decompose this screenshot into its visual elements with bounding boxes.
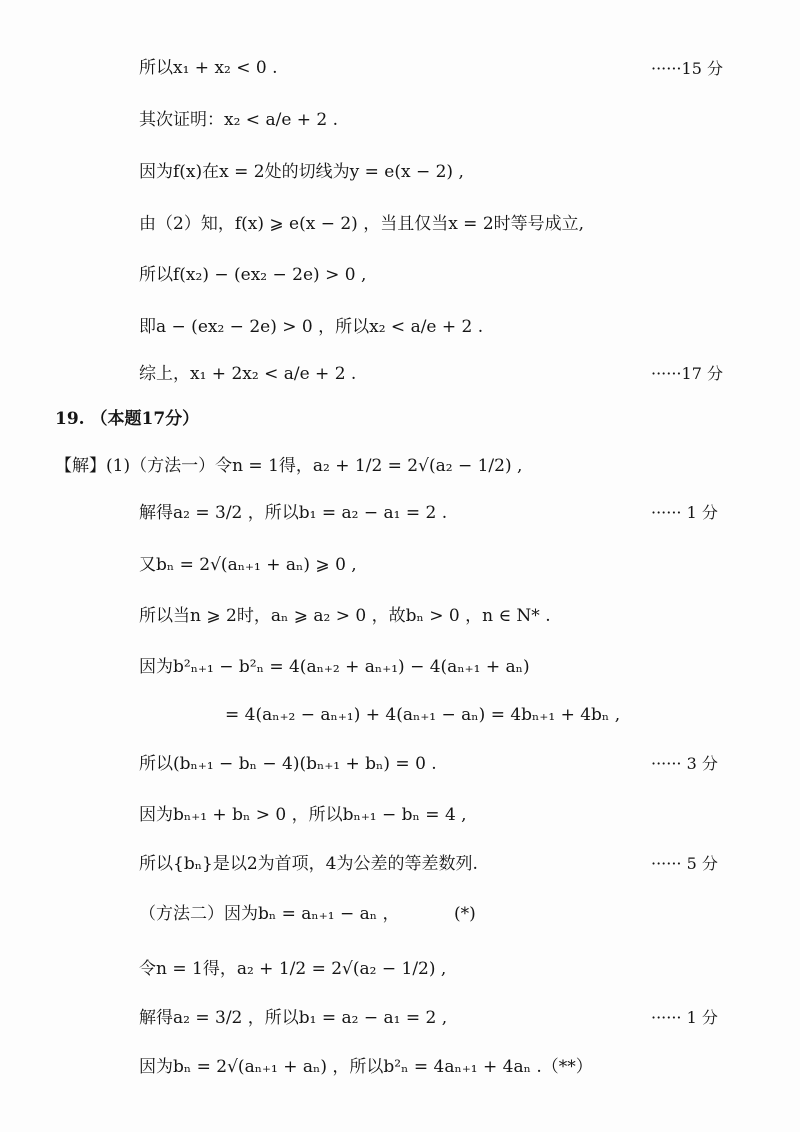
line-bn-squared: 因为bₙ = 2√(aₙ₊₁ + aₙ) ，所以b²ₙ = 4aₙ₊₁ + 4aₙ .（**） (139, 1057, 593, 1077)
line-method-two-b1: 解得a₂ = 3/2 ，所以b₁ = a₂ − a₁ = 2 , (139, 1008, 448, 1028)
marker-single-star: (*) (454, 904, 476, 924)
line-tangent: 因为f(x)在x = 2处的切线为y = e(x − 2) , (139, 162, 464, 182)
line-expanded-difference: = 4(aₙ₊₂ − aₙ₊₁) + 4(aₙ₊₁ − aₙ) = 4bₙ₊₁ + 4bₙ , (225, 705, 621, 725)
score-15: ······15 分 (651, 59, 723, 78)
line-prove-x2: 其次证明：x₂ < a/e + 2 . (139, 110, 339, 130)
line-arithmetic-sequence: 所以{bₙ}是以2为首项，4为公差的等差数列. (139, 854, 478, 874)
score-3: ······ 3 分 (651, 754, 718, 773)
line-sum-negative: 所以x₁ + x₂ < 0 . (139, 58, 278, 78)
score-5: ······ 5 分 (651, 854, 718, 873)
line-therefore-x2: 即a − (ex₂ − 2e) > 0 ，所以x₂ < a/e + 2 . (139, 317, 484, 337)
score-17: ······17 分 (651, 364, 723, 383)
line-inequality: 由（2）知，f(x) ⩾ e(x − 2) ，当且仅当x = 2时等号成立, (139, 214, 585, 234)
line-bn-definition: 又bₙ = 2√(aₙ₊₁ + aₙ) ⩾ 0 , (139, 555, 357, 575)
line-bn-positive: 所以当n ⩾ 2时，aₙ ⩾ a₂ > 0 ，故bₙ > 0 ，n ∈ N* . (139, 606, 551, 626)
line-a2-b1: 解得a₂ = 3/2 ，所以b₁ = a₂ − a₁ = 2 . (139, 503, 448, 523)
line-factored-equation: 所以(bₙ₊₁ − bₙ − 4)(bₙ₊₁ + bₙ) = 0 . (139, 754, 437, 774)
line-method-two: （方法二）因为bₙ = aₙ₊₁ − aₙ ， (139, 904, 400, 924)
line-summary: 综上，x₁ + 2x₂ < a/e + 2 . (139, 364, 357, 384)
line-difference-four: 因为bₙ₊₁ + bₙ > 0 ，所以bₙ₊₁ − bₙ = 4 , (139, 805, 467, 825)
line-method-two-n1: 令n = 1得，a₂ + 1/2 = 2√(a₂ − 1/2) , (139, 959, 447, 979)
score-1-second: ······ 1 分 (651, 1008, 718, 1027)
line-fx2: 所以f(x₂) − (ex₂ − 2e) > 0 , (139, 265, 367, 285)
question-19-title: 19. （本题17分） (55, 409, 200, 429)
line-square-difference: 因为b²ₙ₊₁ − b²ₙ = 4(aₙ₊₂ + aₙ₊₁) − 4(aₙ₊₁ + aₙ) (139, 657, 530, 677)
score-1-first: ······ 1 分 (651, 503, 718, 522)
line-solution-start: 【解】(1)（方法一）令n = 1得，a₂ + 1/2 = 2√(a₂ − 1/2) , (55, 456, 523, 476)
